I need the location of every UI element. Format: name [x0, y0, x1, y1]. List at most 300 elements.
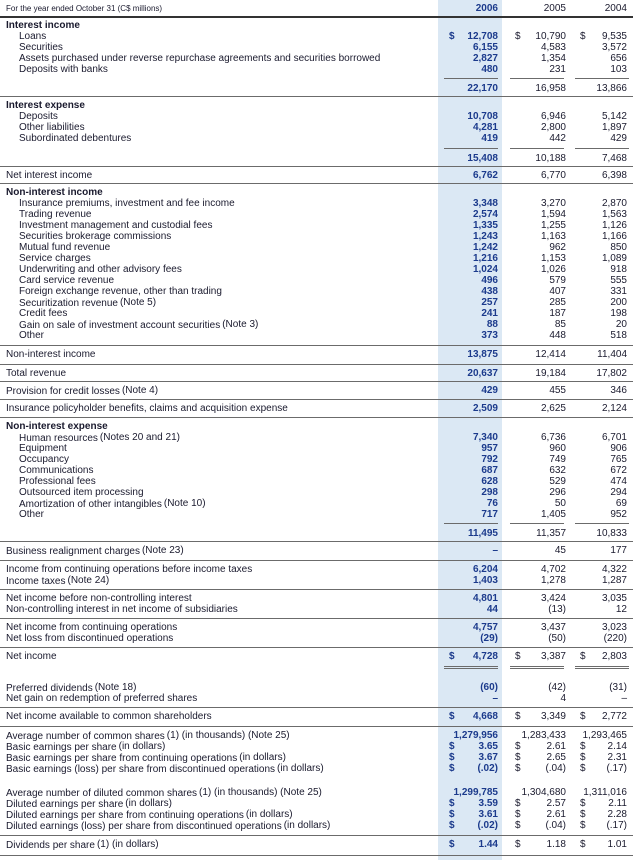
- rule: [0, 96, 633, 97]
- rule: [0, 183, 633, 184]
- currency-2004: $: [580, 651, 586, 662]
- value-2006: 15,408: [467, 153, 498, 164]
- row-label: Human resources (Notes 20 and 21): [19, 432, 180, 444]
- row-label: Income taxes (Note 24): [6, 575, 110, 587]
- value-2006: 11,495: [467, 528, 498, 539]
- value-2006: 1.44: [478, 839, 498, 850]
- value-2005: 1,283,433: [521, 730, 566, 741]
- row-label: Foreign exchange revenue, other than trading: [19, 286, 222, 297]
- row-note: (1) (in dollars): [96, 839, 159, 850]
- value-2005: 4: [560, 693, 566, 704]
- subtotal-underline: [510, 78, 564, 79]
- value-2005: 3,437: [540, 622, 566, 633]
- value-2005: 960: [549, 443, 566, 454]
- currency-2006: $: [449, 651, 455, 662]
- row-note: (Note 3): [222, 319, 259, 330]
- value-2006: 13,875: [467, 349, 498, 360]
- row-label: Investment management and custodial fees: [19, 220, 213, 231]
- row-label: Gain on sale of investment account securities (Note 3): [19, 319, 259, 331]
- currency-2004: $: [580, 839, 586, 850]
- table-row: [0, 711, 633, 723]
- row-note: (Note 18): [94, 682, 137, 693]
- value-2004: 1,897: [601, 122, 627, 133]
- value-2006: 1,216: [472, 253, 498, 264]
- row-label: Other: [19, 509, 45, 520]
- table-row: [0, 385, 633, 397]
- value-2004: 2.31: [607, 752, 627, 763]
- currency-2005: $: [515, 798, 521, 809]
- currency-2005: $: [515, 820, 521, 831]
- value-2005: 407: [549, 286, 566, 297]
- table-row: [0, 153, 633, 165]
- currency-2005: $: [515, 752, 521, 763]
- value-2004: 672: [610, 465, 627, 476]
- table-header: [0, 3, 633, 15]
- value-2004: 12: [615, 604, 627, 615]
- value-2005: 1,163: [540, 231, 566, 242]
- total-underline: [510, 668, 564, 669]
- value-2004: 2,870: [601, 198, 627, 209]
- row-label: Diluted earnings (loss) per share from discontinued operations (in dollars): [6, 820, 331, 832]
- rule: [0, 417, 633, 418]
- value-2005: 19,184: [535, 368, 566, 379]
- value-2005: 231: [549, 64, 566, 75]
- value-2004: 1,293,465: [582, 730, 627, 741]
- value-2005: (42): [548, 682, 566, 693]
- row-label: Net income from continuing operations: [6, 622, 178, 633]
- value-2006: –: [492, 693, 498, 704]
- table-row: [0, 349, 633, 361]
- currency-2004: $: [580, 798, 586, 809]
- value-2005: 10,188: [535, 153, 566, 164]
- value-2005: 45: [554, 545, 566, 556]
- row-note: (Notes 20 and 21): [99, 432, 180, 443]
- value-2005: 455: [549, 385, 566, 396]
- row-label: Card service revenue: [19, 275, 115, 286]
- value-2004: 429: [610, 133, 627, 144]
- rule: [0, 364, 633, 365]
- value-2004: 1,563: [601, 209, 627, 220]
- value-2005: 6,770: [540, 170, 566, 181]
- row-label: Basic earnings (loss) per share from discontinued operations (in dollars): [6, 763, 324, 775]
- row-label: Preferred dividends (Note 18): [6, 682, 137, 694]
- row-label: Credit fees: [19, 308, 68, 319]
- row-label: Dividends per share (1) (in dollars): [6, 839, 159, 851]
- value-2004: 10,833: [596, 528, 627, 539]
- currency-2006: $: [449, 798, 455, 809]
- currency-2006: $: [449, 809, 455, 820]
- row-label: Total revenue: [6, 368, 67, 379]
- value-2006: 1,335: [472, 220, 498, 231]
- currency-2006: $: [449, 741, 455, 752]
- row-label: Non-interest income: [6, 187, 103, 198]
- row-label: Securities: [19, 42, 63, 53]
- total-underline: [575, 668, 629, 669]
- value-2006: 628: [481, 476, 498, 487]
- value-2006: 76: [486, 498, 498, 509]
- row-label: Occupancy: [19, 454, 70, 465]
- rule: [0, 541, 633, 542]
- row-label: Provision for credit losses (Note 4): [6, 385, 159, 397]
- value-2006: 373: [481, 330, 498, 341]
- value-2005: 296: [549, 487, 566, 498]
- value-2004: (.17): [606, 763, 627, 774]
- value-2004: 7,468: [601, 153, 627, 164]
- total-underline: [444, 666, 498, 667]
- row-note: (in dollars): [245, 809, 293, 820]
- row-label: Non-interest income: [6, 349, 96, 360]
- value-2005: 3,270: [540, 198, 566, 209]
- row-label: Assets purchased under reverse repurchase agreements and securities borrowed: [19, 53, 381, 64]
- value-2004: 474: [610, 476, 627, 487]
- value-2006: 4,668: [472, 711, 498, 722]
- value-2004: 656: [610, 53, 627, 64]
- year-2006: 2006: [475, 3, 498, 14]
- value-2006: 3.61: [478, 809, 498, 820]
- value-2004: 3,023: [601, 622, 627, 633]
- row-note: (in dollars): [125, 798, 172, 809]
- currency-2005: $: [515, 741, 521, 752]
- table-row: [0, 133, 633, 145]
- value-2005: 2.61: [546, 809, 566, 820]
- value-2004: 2.14: [607, 741, 627, 752]
- row-note: (Note 4): [121, 385, 159, 396]
- table-row: [0, 64, 633, 76]
- value-2004: 2,772: [601, 711, 627, 722]
- value-2006: 44: [486, 604, 498, 615]
- value-2005: 1,153: [540, 253, 566, 264]
- value-2005: 11,357: [536, 528, 566, 539]
- row-label: Income from continuing operations before income taxes: [6, 564, 253, 575]
- value-2005: 2,800: [540, 122, 566, 133]
- value-2004: 906: [610, 443, 627, 454]
- subtotal-underline: [575, 523, 629, 524]
- row-note: (in dollars): [118, 741, 166, 752]
- row-label: Net gain on redemption of preferred shares: [6, 693, 198, 704]
- row-note: (in dollars): [277, 763, 324, 774]
- value-2004: 4,322: [601, 564, 627, 575]
- rule: [0, 835, 633, 836]
- value-2004: 11,404: [597, 349, 627, 360]
- row-label: Interest income: [6, 20, 80, 31]
- row-label: Loans: [19, 31, 47, 42]
- row-label: Other: [19, 330, 45, 341]
- value-2006: (60): [480, 682, 498, 693]
- value-2006: (29): [480, 633, 498, 644]
- value-2004: 952: [610, 509, 627, 520]
- row-label: Communications: [19, 465, 94, 476]
- value-2005: 442: [549, 133, 566, 144]
- value-2004: 518: [610, 330, 627, 341]
- row-label: Securities brokerage commissions: [19, 231, 172, 242]
- currency-2006: $: [449, 31, 455, 42]
- row-label: Net interest income: [6, 170, 93, 181]
- value-2004: (.17): [606, 820, 627, 831]
- value-2005: 6,736: [540, 432, 566, 443]
- value-2006: 1,024: [472, 264, 498, 275]
- value-2004: 1,089: [601, 253, 627, 264]
- currency-2006: $: [449, 839, 455, 850]
- total-underline: [575, 666, 629, 667]
- header-rule: [0, 16, 633, 18]
- value-2006: 2,509: [472, 403, 498, 414]
- table-row: [0, 509, 633, 521]
- subtotal-underline: [444, 148, 498, 149]
- value-2005: 50: [554, 498, 566, 509]
- value-2006: 6,155: [472, 42, 498, 53]
- value-2005: 12,414: [535, 349, 566, 360]
- rule: [0, 166, 633, 167]
- value-2005: 187: [549, 308, 566, 319]
- row-label: Diluted earnings per share (in dollars): [6, 798, 172, 810]
- statement-period: For the year ended October 31 (C$ millions): [6, 4, 163, 13]
- value-2005: 749: [549, 454, 566, 465]
- currency-2004: $: [580, 763, 586, 774]
- table-row: [0, 575, 633, 587]
- value-2005: 6,946: [540, 111, 566, 122]
- value-2006: 20,637: [467, 368, 498, 379]
- subtotal-underline: [510, 148, 564, 149]
- value-2006: 3,348: [472, 198, 498, 209]
- row-label: Diluted earnings per share from continuing operations (in dollars): [6, 809, 293, 821]
- value-2006: (.02): [477, 763, 498, 774]
- value-2005: 3,424: [540, 593, 566, 604]
- row-note: (in dollars): [283, 820, 331, 831]
- value-2006: 4,801: [472, 593, 498, 604]
- value-2005: 632: [549, 465, 566, 476]
- value-2006: 22,170: [467, 83, 498, 94]
- value-2005: 962: [549, 242, 566, 253]
- row-label: Basic earnings per share from continuing operations (in dollars): [6, 752, 286, 764]
- value-2006: 4,757: [472, 622, 498, 633]
- row-note: (1) (in thousands) (Note 25): [166, 730, 290, 741]
- subtotal-underline: [575, 78, 629, 79]
- value-2004: 346: [610, 385, 627, 396]
- value-2006: 1,242: [472, 242, 498, 253]
- table-row: [0, 604, 633, 616]
- year-2004: 2004: [604, 3, 627, 14]
- value-2005: 1,405: [540, 509, 566, 520]
- value-2004: 331: [610, 286, 627, 297]
- value-2005: 85: [554, 319, 566, 330]
- value-2004: 555: [610, 275, 627, 286]
- row-label: Insurance premiums, investment and fee income: [19, 198, 235, 209]
- value-2004: 69: [615, 498, 627, 509]
- table-row: [0, 528, 633, 540]
- value-2006: 4,728: [472, 651, 498, 662]
- subtotal-underline: [444, 523, 498, 524]
- row-label: Professional fees: [19, 476, 96, 487]
- value-2004: 1,166: [601, 231, 627, 242]
- value-2005: 4,583: [540, 42, 566, 53]
- value-2004: 20: [615, 319, 627, 330]
- value-2004: –: [621, 693, 627, 704]
- value-2006: (.02): [477, 820, 498, 831]
- currency-2004: $: [580, 741, 586, 752]
- currency-2004: $: [580, 752, 586, 763]
- value-2006: 12,708: [467, 31, 498, 42]
- value-2004: (220): [603, 633, 627, 644]
- value-2004: 3,035: [601, 593, 627, 604]
- value-2005: 3,349: [540, 711, 566, 722]
- subtotal-underline: [510, 523, 564, 524]
- row-label: Insurance policyholder benefits, claims and acquisition expense: [6, 403, 288, 414]
- table-row: [0, 820, 633, 832]
- rule: [0, 647, 633, 648]
- table-row: [0, 170, 633, 182]
- table-row: [0, 83, 633, 95]
- row-label: Net income before non-controlling interest: [6, 593, 192, 604]
- value-2005: 448: [549, 330, 566, 341]
- value-2005: (.04): [545, 820, 566, 831]
- value-2004: 2.28: [607, 809, 627, 820]
- row-label: Equipment: [19, 443, 67, 454]
- row-label: Service charges: [19, 253, 91, 264]
- value-2004: 17,802: [596, 368, 627, 379]
- row-label: Subordinated debentures: [19, 133, 132, 144]
- value-2005: 10,790: [535, 31, 566, 42]
- value-2006: 241: [481, 308, 498, 319]
- value-2006: 1,243: [472, 231, 498, 242]
- row-note: (Note 24): [67, 575, 110, 586]
- value-2006: 88: [486, 319, 498, 330]
- row-label: Non-interest expense: [6, 421, 108, 432]
- currency-2006: $: [449, 820, 455, 831]
- value-2005: 285: [549, 297, 566, 308]
- row-label: Net loss from discontinued operations: [6, 633, 174, 644]
- value-2006: 7,340: [472, 432, 498, 443]
- value-2006: 1,299,785: [453, 787, 498, 798]
- value-2004: 765: [610, 454, 627, 465]
- rule: [0, 707, 633, 708]
- value-2006: 3.65: [478, 741, 498, 752]
- value-2004: 13,866: [596, 83, 627, 94]
- value-2006: –: [492, 545, 498, 556]
- row-label: Net income available to common shareholders: [6, 711, 212, 722]
- rule: [0, 726, 633, 727]
- currency-2005: $: [515, 839, 521, 850]
- row-note: (in dollars): [239, 752, 286, 763]
- value-2005: (.04): [545, 763, 566, 774]
- value-2005: 1.18: [546, 839, 566, 850]
- value-2006: 6,204: [472, 564, 498, 575]
- value-2004: 198: [610, 308, 627, 319]
- currency-2005: $: [515, 763, 521, 774]
- value-2006: 792: [481, 454, 498, 465]
- value-2006: 3.59: [478, 798, 498, 809]
- row-note: (Note 5): [119, 297, 157, 308]
- total-underline: [510, 666, 564, 667]
- row-label: Average number of common shares (1) (in thousands) (Note 25): [6, 730, 290, 742]
- rule: [0, 345, 633, 346]
- subtotal-underline: [575, 148, 629, 149]
- table-row: [0, 763, 633, 775]
- year-2005: 2005: [543, 3, 566, 14]
- currency-2004: $: [580, 809, 586, 820]
- value-2004: 177: [610, 545, 627, 556]
- value-2004: 1,287: [601, 575, 627, 586]
- table-row: [0, 545, 633, 557]
- row-label: Trading revenue: [19, 209, 92, 220]
- currency-2005: $: [515, 31, 521, 42]
- row-label: Net income: [6, 651, 57, 662]
- table-row: [0, 330, 633, 342]
- row-label: Non-controlling interest in net income of subsidiaries: [6, 604, 238, 615]
- row-label: Deposits: [19, 111, 58, 122]
- value-2004: 918: [610, 264, 627, 275]
- row-label: Outsourced item processing: [19, 487, 144, 498]
- value-2006: 1,403: [472, 575, 498, 586]
- rule: [0, 560, 633, 561]
- value-2004: 2.11: [608, 798, 627, 809]
- subtotal-underline: [444, 78, 498, 79]
- value-2006: 496: [481, 275, 498, 286]
- table-row: [0, 368, 633, 380]
- value-2004: 6,701: [601, 432, 627, 443]
- value-2005: 2.57: [546, 798, 566, 809]
- value-2005: 579: [549, 275, 566, 286]
- row-label: Mutual fund revenue: [19, 242, 111, 253]
- value-2006: 2,827: [472, 53, 498, 64]
- value-2005: 1,026: [540, 264, 566, 275]
- row-label: Deposits with banks: [19, 64, 108, 75]
- row-note: (1) (in thousands) (Note 25): [199, 787, 322, 798]
- value-2004: 1,311,016: [583, 787, 627, 798]
- currency-2004: $: [580, 820, 586, 831]
- value-2006: 298: [481, 487, 498, 498]
- rule: [0, 589, 633, 590]
- value-2006: 6,762: [472, 170, 498, 181]
- value-2004: 200: [610, 297, 627, 308]
- value-2006: 257: [481, 297, 498, 308]
- value-2005: 1,354: [540, 53, 566, 64]
- value-2006: 4,281: [472, 122, 498, 133]
- currency-2004: $: [580, 711, 586, 722]
- currency-2004: $: [580, 31, 586, 42]
- value-2004: 2,803: [601, 651, 627, 662]
- currency-2006: $: [449, 752, 455, 763]
- row-note: (Note 10): [163, 498, 206, 509]
- row-label: Business realignment charges (Note 23): [6, 545, 184, 557]
- value-2006: 480: [481, 64, 498, 75]
- value-2004: 294: [610, 487, 627, 498]
- currency-2005: $: [515, 711, 521, 722]
- value-2005: (50): [548, 633, 566, 644]
- rule: [0, 618, 633, 619]
- value-2006: 687: [481, 465, 498, 476]
- value-2004: 103: [610, 64, 627, 75]
- currency-2006: $: [449, 711, 455, 722]
- table-row: [0, 633, 633, 645]
- value-2004: 2,124: [601, 403, 627, 414]
- value-2004: 1.01: [607, 839, 627, 850]
- currency-2005: $: [515, 651, 521, 662]
- value-2005: 3,387: [540, 651, 566, 662]
- value-2004: 850: [610, 242, 627, 253]
- row-label: Average number of diluted common shares (1) (in thousands) (Note 25): [6, 787, 322, 799]
- currency-2005: $: [515, 809, 521, 820]
- value-2004: 6,398: [601, 170, 627, 181]
- value-2005: 1,278: [540, 575, 566, 586]
- rule: [0, 381, 633, 382]
- value-2006: 3.67: [478, 752, 498, 763]
- row-label: Interest expense: [6, 100, 85, 111]
- value-2006: 957: [481, 443, 498, 454]
- rule: [0, 399, 633, 400]
- rule: [0, 855, 633, 856]
- value-2006: 1,279,956: [453, 730, 498, 741]
- table-row: [0, 693, 633, 705]
